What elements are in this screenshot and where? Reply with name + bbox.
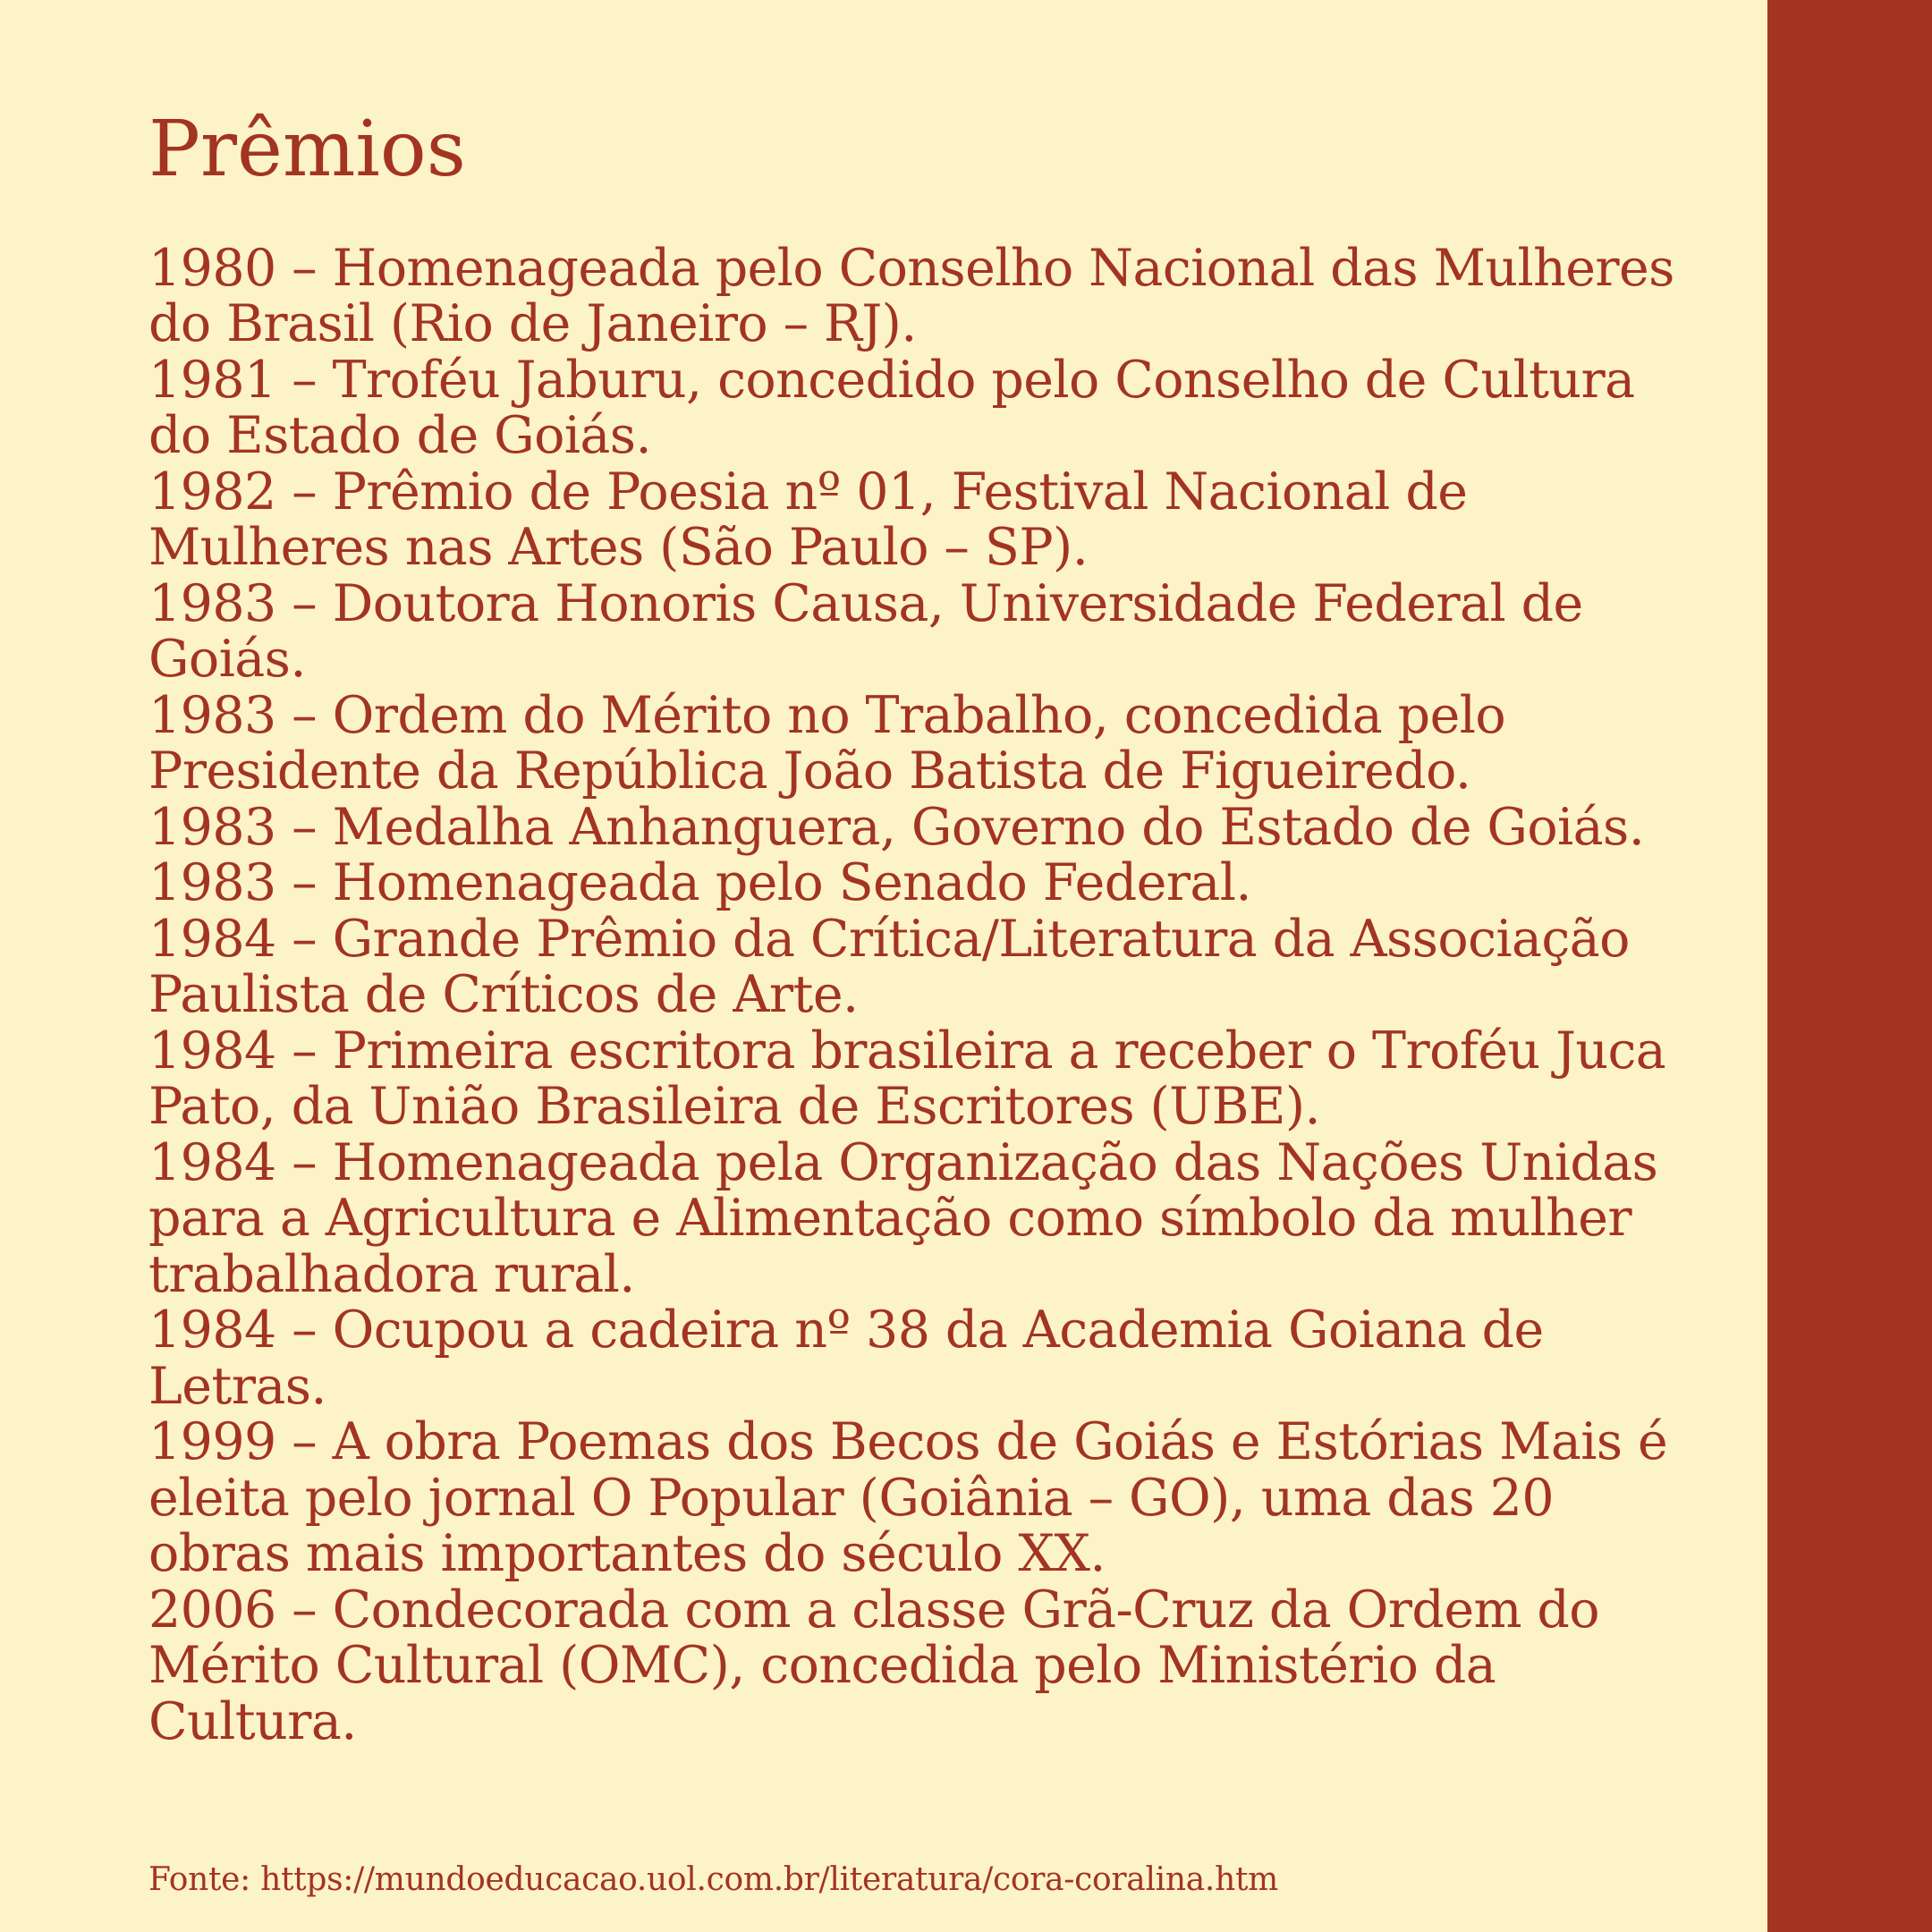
award-item: 1999 – A obra Poemas dos Becos de Goiás e Estórias Mais é eleita pelo jornal O Popular (Goiânia – GO), uma das 20 obras mais importantes do século XX. bbox=[148, 1412, 1668, 1584]
decorative-side-bar bbox=[1767, 0, 1932, 1932]
awards-content bbox=[148, 106, 1709, 1750]
award-item: 1983 – Homenageada pelo Senado Federal. bbox=[148, 853, 1251, 913]
award-item: 1984 – Ocupou a cadeira nº 38 da Academia Goiana de Letras. bbox=[148, 1301, 1544, 1416]
award-item: 1984 – Grande Prêmio da Crítica/Literatura da Associação Paulista de Críticos de Arte. bbox=[148, 909, 1630, 1025]
award-item: 1981 – Troféu Jaburu, concedido pelo Conselho de Cultura do Estado de Goiás. bbox=[148, 350, 1635, 466]
award-item: 1980 – Homenageada pelo Conselho Nacional das Mulheres do Brasil (Rio de Janeiro – RJ). bbox=[148, 238, 1674, 354]
award-item: 1982 – Prêmio de Poesia nº 01, Festival Nacional de Mulheres nas Artes (São Paulo – SP). bbox=[148, 462, 1468, 578]
award-item: 2006 – Condecorada com a classe Grã-Cruz da Ordem do Mérito Cultural (OMC), concedida pelo Ministério da Cultura. bbox=[148, 1580, 1600, 1751]
award-item: 1983 – Medalha Anhanguera, Governo do Estado de Goiás. bbox=[148, 797, 1645, 857]
award-item: 1984 – Primeira escritora brasileira a receber o Troféu Juca Pato, da União Brasileira de Escritores (UBE). bbox=[148, 1021, 1666, 1137]
award-item: 1984 – Homenageada pela Organização das Nações Unidas para a Agricultura e Alimentação como símbolo da mulher trabalhadora rural. bbox=[148, 1132, 1658, 1304]
page-title: Prêmios bbox=[148, 105, 466, 194]
source-note: Fonte: https://mundoeducacao.uol.com.br/literatura/cora-coralina.htm bbox=[148, 1861, 1278, 1898]
awards-list bbox=[148, 238, 1709, 1751]
award-item: 1983 – Ordem do Mérito no Trabalho, concedida pelo Presidente da República João Batista de Figueiredo. bbox=[148, 685, 1506, 801]
award-item: 1983 – Doutora Honoris Causa, Universidade Federal de Goiás. bbox=[148, 573, 1583, 690]
